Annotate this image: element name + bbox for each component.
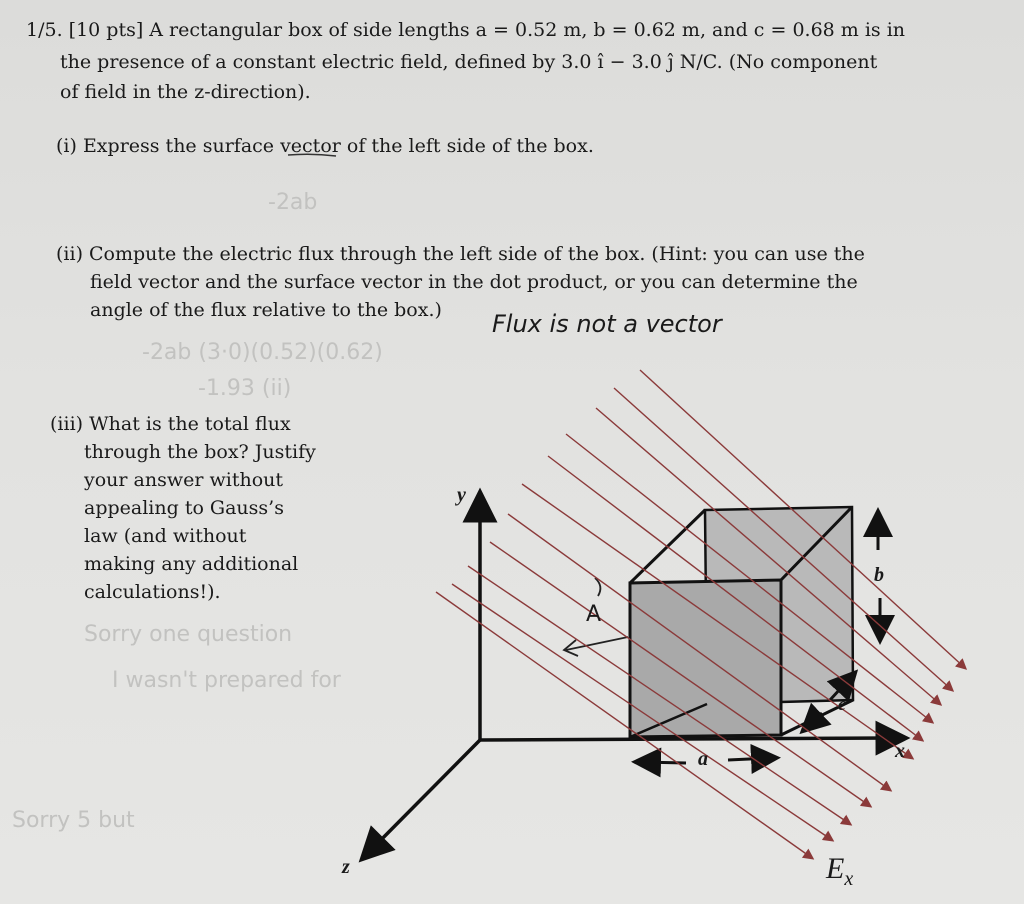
side-c-label: c: [838, 694, 846, 714]
bleed-text: -2ab: [268, 190, 318, 215]
surface-vector-label: A: [586, 602, 602, 627]
handwritten-flux-note: Flux is not a vector: [492, 310, 722, 338]
part-iii-line: through the box? Justify: [84, 441, 316, 463]
z-axis: [366, 740, 480, 855]
bleed-text: Sorry one question: [84, 622, 293, 647]
a-dimension-arrow: [640, 762, 686, 763]
problem-line-1: 1/5. [10 pts] A rectangular box of side lengths a = 0.52 m, b = 0.62 m, and c = 0.68 m is in: [26, 19, 906, 41]
part-iii-line: your answer without: [84, 469, 283, 491]
part-ii-line-1: (ii) Compute the electric flux through the left side of the box. (Hint: you can use the: [56, 243, 865, 265]
box-front-face: [630, 580, 781, 737]
field-label: [826, 852, 853, 891]
part-ii-line-2: field vector and the surface vector in the dot product, or you can determine the: [90, 271, 858, 293]
x-axis: [480, 738, 900, 740]
part-ii-line-3: angle of the flux relative to the box.): [90, 299, 442, 321]
bleed-text: I wasn't prepared for: [112, 668, 341, 693]
bleed-text: Sorry 5 but: [12, 808, 135, 833]
bleed-text: -2ab (3·0)(0.52)(0.62): [142, 340, 383, 365]
field-label-main: E: [826, 852, 845, 885]
part-iii-line: (iii) What is the total flux: [50, 413, 291, 435]
x-axis-label: x: [895, 740, 905, 762]
part-iii-line: making any additional: [84, 553, 299, 575]
a-dimension-arrow: [728, 758, 772, 760]
z-axis-label: z: [342, 856, 350, 878]
part-iii-line: law (and without: [84, 525, 247, 547]
bleed-text: -1.93 (ii): [198, 376, 292, 401]
y-axis-label: y: [457, 484, 466, 506]
side-a-label: a: [698, 748, 708, 770]
part-iii-line: appealing to Gauss’s: [84, 497, 284, 519]
problem-line-3: of field in the z-direction).: [60, 81, 311, 103]
problem-line-2: the presence of a constant electric field, defined by 3.0 î − 3.0 ĵ N/C. (No component: [60, 51, 878, 73]
part-iii-line: calculations!).: [84, 581, 221, 603]
part-i: (i) Express the surface vector of the left side of the box.: [56, 135, 594, 157]
underline-mark: [288, 154, 336, 156]
side-b-label: b: [874, 564, 884, 586]
field-label-subscript: x: [844, 868, 854, 890]
